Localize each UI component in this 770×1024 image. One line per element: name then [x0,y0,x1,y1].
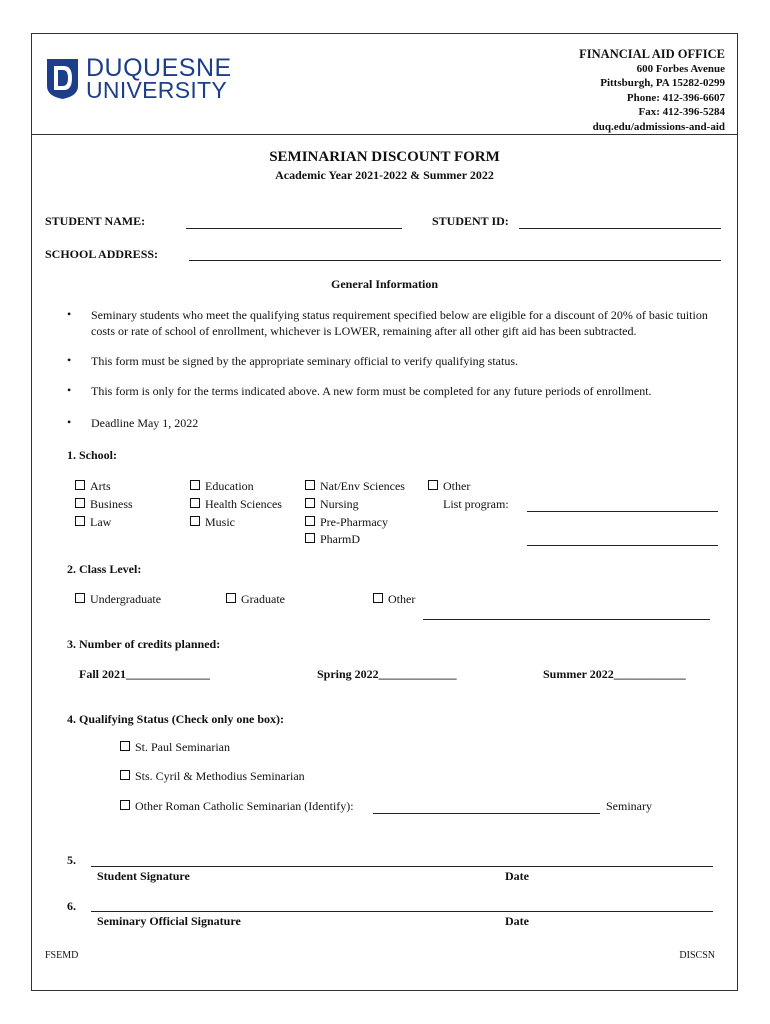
school-option-law[interactable]: Law [75,515,111,530]
class-option-other[interactable]: Other [373,592,415,607]
class-option-undergraduate[interactable]: Undergraduate [75,592,161,607]
school-option-business[interactable]: Business [75,497,133,512]
general-bullet-2: This form must be signed by the appropriate seminary official to verify qualifying status. [91,354,519,368]
header-divider [31,134,738,135]
checkbox-icon[interactable] [75,498,85,508]
footer-code-right: DISCSN [679,950,715,961]
credits-heading: 3. Number of credits planned: [67,637,221,651]
general-bullet-3: This form is only for the terms indicated above. A new form must be completed for any future periods of enrollment. [91,384,652,398]
checkbox-icon[interactable] [305,498,315,508]
checkbox-icon[interactable] [226,593,236,603]
university-logo [46,54,232,104]
form-subtitle: Academic Year 2021-2022 & Summer 2022 [275,168,494,182]
list-program-field-1[interactable] [527,511,718,512]
student-id-label: STUDENT ID: [432,214,509,228]
student-name-field[interactable] [186,228,402,229]
student-signature-line[interactable] [91,866,713,867]
school-address-field[interactable] [189,260,721,261]
school-option-nat-env-sciences[interactable]: Nat/Env Sciences [305,479,405,494]
official-signature-label: Seminary Official Signature [97,914,241,928]
school-option-pharmd[interactable]: PharmD [305,532,360,547]
class-other-field[interactable] [423,619,710,620]
checkbox-icon[interactable] [75,516,85,526]
seminary-suffix: Seminary [606,799,652,813]
school-option-arts[interactable]: Arts [75,479,111,494]
student-signature-label: Student Signature [97,869,190,883]
checkbox-icon[interactable] [190,480,200,490]
credits-spring[interactable]: Spring 2022_____________ [317,667,457,681]
checkbox-icon[interactable] [75,593,85,603]
qualifying-option-other[interactable]: Other Roman Catholic Seminarian (Identify): [120,799,354,814]
checkbox-icon[interactable] [120,741,130,751]
bullet-icon: • [67,353,72,367]
bullet-icon: • [67,415,72,429]
checkbox-icon[interactable] [305,533,315,543]
school-option-music[interactable]: Music [190,515,235,530]
school-option-nursing[interactable]: Nursing [305,497,359,512]
other-seminary-field[interactable] [373,813,600,814]
checkbox-icon[interactable] [190,498,200,508]
credits-summer[interactable]: Summer 2022____________ [543,667,686,681]
logo-text-line2: UNIVERSITY [86,77,228,103]
school-option-health-sciences[interactable]: Health Sciences [190,497,282,512]
office-fax: Fax: 412-396-5284 [638,106,725,118]
form-title: SEMINARIAN DISCOUNT FORM [269,149,500,165]
general-bullet-1: Seminary students who meet the qualifying status requirement specified below are eligible for a discount of 20% of basic tuition costs or rate of school of enrollment, whichever is LOWER, remaining after all other gift aid has been subtracted. [91,308,708,338]
qualifying-option-sts-cyril[interactable]: Sts. Cyril & Methodius Seminarian [120,769,305,784]
credits-fall[interactable]: Fall 2021______________ [79,667,210,681]
checkbox-icon[interactable] [305,480,315,490]
office-address1: 600 Forbes Avenue [636,62,725,75]
crest-icon [46,58,79,100]
checkbox-icon[interactable] [120,770,130,780]
list-program-label: List program: [443,497,509,511]
checkbox-icon[interactable] [373,593,383,603]
class-level-heading: 2. Class Level: [67,562,142,576]
office-address2: Pittsburgh, PA 15282-0299 [600,77,725,89]
school-address-label: SCHOOL ADDRESS: [45,247,159,261]
checkbox-icon[interactable] [120,800,130,810]
school-option-education[interactable]: Education [190,479,254,494]
office-title: FINANCIAL AID OFFICE [579,47,725,61]
school-option-pre-pharmacy[interactable]: Pre-Pharmacy [305,515,388,530]
checkbox-icon[interactable] [75,480,85,490]
list-program-field-2[interactable] [527,545,718,546]
bullet-icon: • [67,307,72,321]
qualifying-option-st-paul[interactable]: St. Paul Seminarian [120,740,230,755]
signature-number-5: 5. [67,853,76,867]
student-id-field[interactable] [519,228,721,229]
school-heading: 1. School: [67,448,118,462]
class-option-graduate[interactable]: Graduate [226,592,285,607]
office-web: duq.edu/admissions-and-aid [592,120,725,133]
signature-number-6: 6. [67,899,76,913]
school-option-other[interactable]: Other [428,479,470,494]
general-info-heading: General Information [331,277,438,291]
office-phone: Phone: 412-396-6607 [626,91,725,104]
office-address-block [579,47,725,134]
checkbox-icon[interactable] [428,480,438,490]
official-date-label: Date [505,914,529,928]
qualifying-heading: 4. Qualifying Status (Check only one box): [67,712,285,726]
student-date-label: Date [505,869,529,883]
student-name-label: STUDENT NAME: [45,214,146,228]
checkbox-icon[interactable] [305,516,315,526]
bullet-icon: • [67,383,72,397]
footer-code-left: FSEMD [45,950,79,961]
general-bullet-4: Deadline May 1, 2022 [91,416,199,430]
logo-text-line1: DUQUESNE [86,54,232,82]
checkbox-icon[interactable] [190,516,200,526]
official-signature-line[interactable] [91,911,713,912]
